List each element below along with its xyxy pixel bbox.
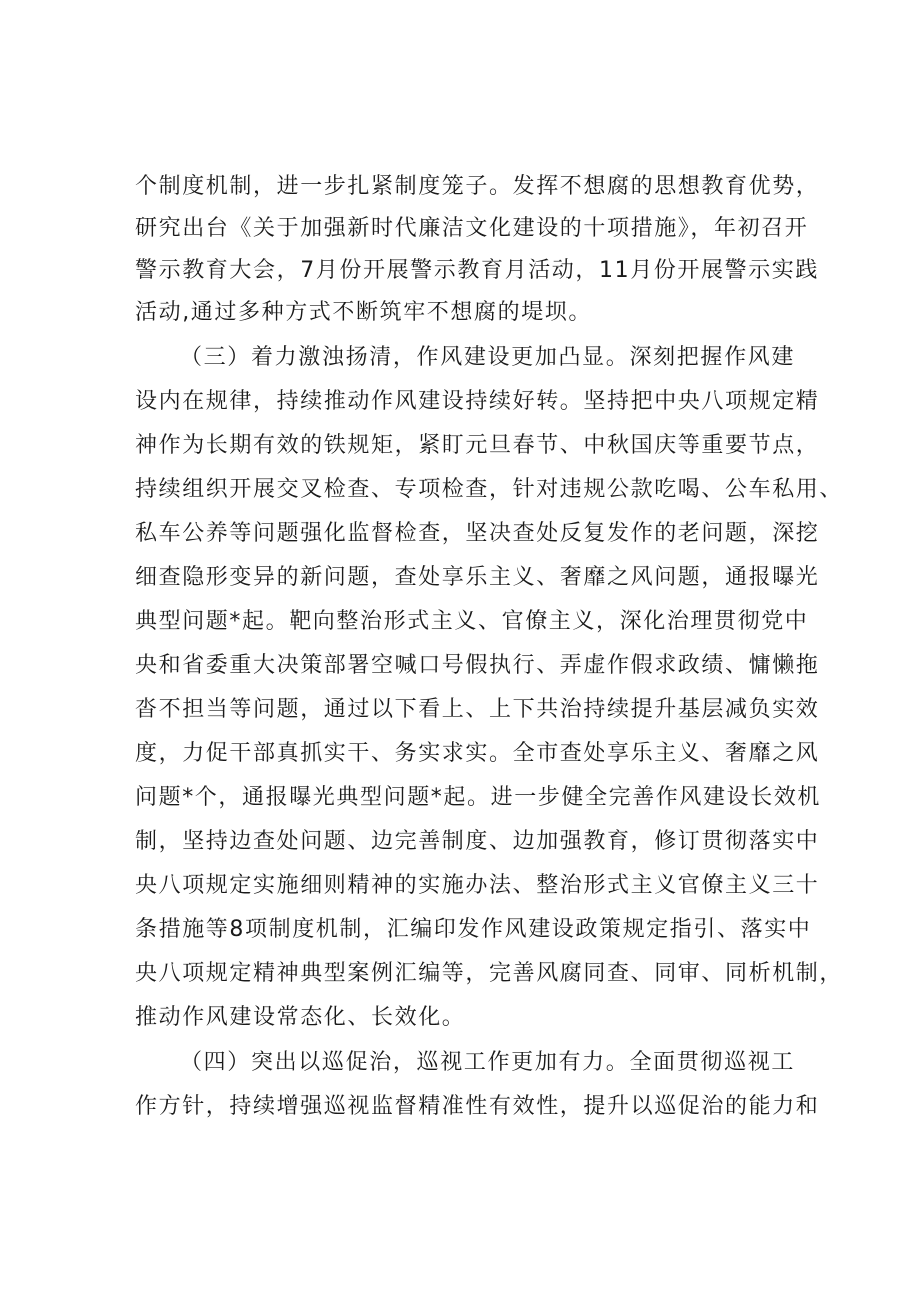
text-line: 推动作风建设常态化、长效化。 [135, 1005, 466, 1030]
text-line: 私车公养等问题强化监督检查，坚决查处反复发作的老问题，深挖 [135, 521, 820, 546]
text-line: 央八项规定精神典型案例汇编等，完善风腐同查、同审、同析机制， [135, 961, 844, 986]
text-line: 度，力促干部真抓实干、务实求实。全市查处享乐主义、奢靡之风 [135, 741, 820, 766]
text-line: 央和省委重大决策部署空喊口号假执行、弄虚作假求政绩、慵懒拖 [135, 653, 820, 678]
text-line: 活动,通过多种方式不断筑牢不想腐的堤坝。 [135, 300, 592, 325]
text-line: 央八项规定实施细则精神的实施办法、整治形式主义官僚主义三十 [135, 873, 820, 898]
text-line: 问题*个，通报曝光典型问题*起。进一步健全完善作风建设长效机 [135, 785, 822, 810]
text-line: 典型问题*起。靶向整治形式主义、官僚主义，深化治理贯彻党中 [135, 609, 809, 634]
text-line: 条措施等8项制度机制，汇编印发作风建设政策规定指引、落实中 [135, 917, 812, 942]
section-heading-line: （三）着力激浊扬清，作风建设更加凸显。深刻把握作风建 [180, 345, 795, 370]
text-line: 制，坚持边查处问题、边完善制度、边加强教育，修订贯彻落实中 [135, 829, 820, 854]
text-line: 个制度机制，进一步扎紧制度笼子。发挥不想腐的思想教育优势， [135, 174, 820, 199]
text-line: 警示教育大会，7月份开展警示教育月活动，11月份开展警示实践 [135, 258, 819, 283]
text-line: 作方针，持续增强巡视监督精准性有效性，提升以巡促治的能力和 [135, 1094, 820, 1119]
text-line: 神作为长期有效的铁规矩，紧盯元旦春节、中秋国庆等重要节点， [135, 433, 820, 458]
text-line: 设内在规律，持续推动作风建设持续好转。坚持把中央八项规定精 [135, 389, 820, 414]
text-line: 研究出台《关于加强新时代廉洁文化建设的十项措施》，年初召开 [135, 216, 809, 241]
text-line: 沓不担当等问题，通过以下看上、上下共治持续提升基层减负实效 [135, 697, 820, 722]
section-heading-line: （四）突出以巡促治，巡视工作更加有力。全面贯彻巡视工 [180, 1050, 795, 1075]
text-line: 细查隐形变异的新问题，查处享乐主义、奢靡之风问题，通报曝光 [135, 565, 820, 590]
text-line: 持续组织开展交叉检查、专项检查，针对违规公款吃喝、公车私用、 [135, 477, 844, 502]
